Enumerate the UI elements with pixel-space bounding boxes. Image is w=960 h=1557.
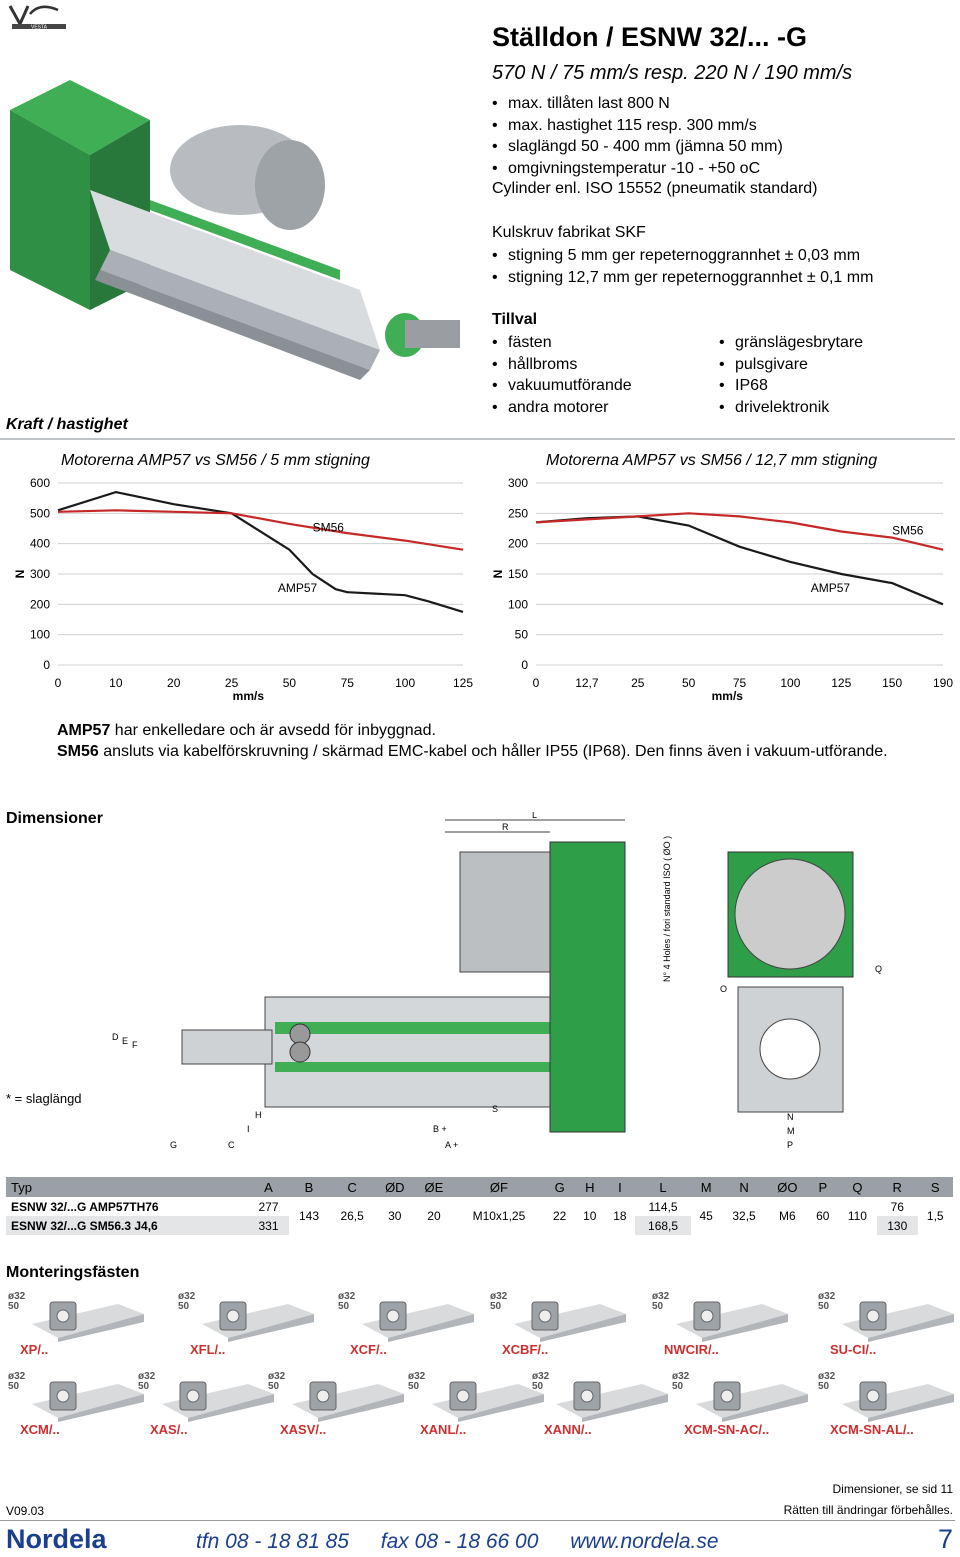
bore-size: ø32 50 <box>268 1371 286 1392</box>
bore-size: ø32 50 <box>138 1371 156 1392</box>
dim-label-A: A + <box>445 1140 459 1150</box>
table-cell: 143 <box>298 1209 320 1223</box>
series-label: SM56 <box>312 520 344 535</box>
dimension-table <box>6 1177 953 1235</box>
bore-size: ø32 50 <box>672 1371 690 1392</box>
monteringsfasten-heading: Monteringsfästen <box>6 1264 140 1281</box>
spec-item: • omgivningstemperatur -10 - +50 oC <box>492 158 783 180</box>
x-axis-label: mm/s <box>232 689 265 703</box>
kraft-heading: Kraft / hastighet <box>6 416 128 433</box>
tillval-item: • pulsgivare <box>719 354 863 376</box>
sm-note-text: ansluts via kabelförskruvning / skärmad EMC-kabel och håller IP55 (IP68). Den finns även i vakuum-utförande. <box>98 743 888 760</box>
col-header: B <box>289 1177 330 1197</box>
table-cell: ESNW 32/...G AMP57TH76 <box>11 1199 159 1214</box>
tillval-item: • gränslägesbrytare <box>719 332 863 354</box>
col-header: R <box>877 1177 918 1197</box>
col-header: H <box>575 1177 605 1197</box>
table-cell: 22 <box>553 1209 567 1223</box>
x-axis-label: mm/s <box>711 689 743 703</box>
chart-title-1: Motorerna AMP57 vs SM56 / 5 mm stigning <box>61 452 370 469</box>
page-number: 7 <box>937 1524 953 1554</box>
mount-code: XCM/.. <box>20 1422 60 1437</box>
mount-xcbf <box>490 1292 640 1362</box>
table-cell: 30 <box>388 1209 402 1223</box>
col-header: ØE <box>415 1177 454 1197</box>
dim-label-D: D <box>112 1032 119 1042</box>
chart-title-2: Motorerna AMP57 vs SM56 / 12,7 mm stigning <box>546 452 878 469</box>
stroke-note: * = slaglängd <box>6 1091 82 1106</box>
x-tick-label: 100 <box>780 676 801 690</box>
x-tick-label: 125 <box>452 676 474 690</box>
bore-size: ø32 50 <box>408 1371 426 1392</box>
table-cell: 76 <box>890 1199 904 1214</box>
x-tick-label: 190 <box>932 676 954 690</box>
col-header: M <box>691 1177 721 1197</box>
kulskruv-item: • stigning 5 mm ger repeternoggrannhet ± 0,03 mm <box>492 245 873 267</box>
col-header: ØD <box>375 1177 415 1197</box>
mount-xp <box>8 1292 158 1362</box>
mount-code: XANL/.. <box>420 1422 467 1437</box>
dim-label-N: N <box>787 1112 794 1122</box>
mount-su-ci <box>818 1292 960 1362</box>
y-tick-label: 200 <box>29 597 50 612</box>
bore-size: ø32 50 <box>178 1291 196 1312</box>
mount-picture <box>838 1374 958 1422</box>
actuator-illustration <box>0 80 480 410</box>
mount-xcf <box>338 1292 488 1362</box>
kulskruv-item: • stigning 12,7 mm ger repeternoggrannhet ± 0,1 mm <box>492 267 873 289</box>
table-cell: 26,5 <box>340 1209 364 1223</box>
y-tick-label: 300 <box>29 567 50 581</box>
y-tick-label: 200 <box>507 536 528 551</box>
bore-size: ø32 50 <box>818 1291 836 1312</box>
svg-text:VESTA: VESTA <box>30 24 48 31</box>
series-line-sm56 <box>536 513 943 549</box>
holes-label: N° 4 Holes / fori standard ISO ( ØO ) <box>662 835 672 982</box>
page-subtitle: 570 N / 75 mm/s resp. 220 N / 190 mm/s <box>492 62 853 84</box>
bore-size: ø32 50 <box>818 1371 836 1392</box>
tillval-heading: Tillval <box>492 311 538 328</box>
x-tick-label: 25 <box>631 676 645 690</box>
col-header: P <box>808 1177 838 1197</box>
fax: fax 08 - 18 66 00 <box>380 1530 539 1553</box>
cylinder-standard: Cylinder enl. ISO 15552 (pneumatik standard) <box>492 180 818 197</box>
bore-size: ø32 50 <box>532 1371 550 1392</box>
y-tick-label: 50 <box>514 627 528 642</box>
contact-line <box>196 1530 745 1554</box>
x-tick-label: 150 <box>882 676 903 690</box>
x-tick-label: 50 <box>282 676 297 690</box>
footer-divider <box>0 1520 955 1521</box>
series-label: SM56 <box>892 523 924 538</box>
col-header: S <box>918 1177 954 1197</box>
x-tick-label: 100 <box>395 676 416 690</box>
bore-size: ø32 50 <box>490 1291 508 1312</box>
x-tick-label: 125 <box>831 676 852 690</box>
table-cell: 10 <box>583 1209 597 1223</box>
tillval-list-1 <box>492 332 632 418</box>
table-cell: 277 <box>258 1199 279 1214</box>
x-tick-label: 50 <box>681 676 696 690</box>
dim-label-O: O <box>720 984 728 994</box>
amp-note-label: AMP57 <box>57 722 111 739</box>
footer-version: V09.03 <box>6 1504 45 1518</box>
col-header: L <box>635 1177 691 1197</box>
x-tick-label: 20 <box>167 676 181 690</box>
y-tick-label: 400 <box>29 536 50 551</box>
table-cell: 45 <box>699 1209 713 1223</box>
dim-label-C: C <box>228 1140 235 1150</box>
mount-picture <box>428 1371 550 1422</box>
table-cell: 110 <box>847 1209 867 1223</box>
mount-picture <box>158 1374 278 1422</box>
dim-label-G: G <box>170 1140 178 1150</box>
amp-note-text: har enkelledare och är avsedd för inbyggnad. <box>110 722 436 739</box>
y-axis-label: N <box>491 569 505 579</box>
mount-code: XCBF/.. <box>502 1342 549 1357</box>
mount-picture <box>198 1294 318 1342</box>
x-tick-label: 12,7 <box>575 676 599 690</box>
vesta-logo <box>6 0 68 32</box>
tillval-item: • drivelektronik <box>719 397 863 419</box>
mount-code: SU-CI/.. <box>830 1342 877 1357</box>
force-speed-chart-12-7mm <box>488 470 955 705</box>
mount-xas <box>138 1372 288 1442</box>
table-cell: 60 <box>816 1209 830 1223</box>
x-tick-label: 10 <box>109 676 123 690</box>
y-axis-label: N <box>13 569 27 579</box>
website-link[interactable]: www.nordela.se <box>570 1530 719 1553</box>
col-header: G <box>545 1177 575 1197</box>
mount-picture <box>552 1374 672 1422</box>
x-tick-label: 75 <box>340 676 354 690</box>
mount-picture <box>692 1374 812 1422</box>
y-tick-label: 0 <box>43 658 50 672</box>
mount-picture <box>288 1374 408 1422</box>
sm-note <box>57 741 917 762</box>
dim-label-E: E <box>122 1036 129 1046</box>
x-tick-label: 0 <box>54 676 62 690</box>
mount-code: XASV/.. <box>280 1422 327 1437</box>
page-title: Ställdon / ESNW 32/... -G <box>492 22 808 52</box>
x-tick-label: 25 <box>224 676 239 690</box>
amp-note <box>57 720 917 741</box>
mount-code: XFL/.. <box>190 1342 226 1357</box>
table-cell: 130 <box>887 1218 908 1233</box>
mount-picture <box>510 1294 630 1342</box>
mount-code: XCM-SN-AC/.. <box>684 1422 770 1437</box>
mount-picture <box>358 1294 478 1342</box>
table-cell: ESNW 32/...G SM56.3 J4,6 <box>11 1218 158 1233</box>
mount-nwcir <box>652 1292 802 1362</box>
dim-label-R: R <box>502 822 509 832</box>
mount-code: XCM-SN-AL/.. <box>830 1422 914 1437</box>
mount-code: NWCIR/.. <box>664 1342 719 1357</box>
y-tick-label: 500 <box>29 506 50 521</box>
table-cell: 168,5 <box>648 1218 679 1233</box>
mount-picture <box>838 1294 958 1342</box>
dim-label-I: I <box>247 1124 250 1134</box>
footer-see-dims: Dimensioner, se sid 11 <box>832 1482 953 1496</box>
tillval-list-2 <box>719 332 863 418</box>
mount-xcm <box>8 1372 158 1442</box>
table-cell: 1,5 <box>926 1209 944 1223</box>
tillval-item: • hållbroms <box>492 354 632 376</box>
mount-code: XP/.. <box>20 1342 49 1357</box>
bore-size: ø32 50 <box>652 1291 670 1312</box>
spec-item: • max. hastighet 115 resp. 300 mm/s <box>492 115 783 137</box>
brand-name: Nordela <box>6 1524 107 1554</box>
tillval-item: • andra motorer <box>492 397 632 419</box>
mount-picture <box>28 1374 148 1422</box>
motor-notes <box>57 720 917 762</box>
spec-item: • slaglängd 50 - 400 mm (jämna 50 mm) <box>492 136 783 158</box>
table-cell: 18 <box>613 1209 627 1223</box>
col-header: ØF <box>453 1177 544 1197</box>
y-tick-label: 0 <box>521 658 528 672</box>
col-header: Typ <box>6 1177 248 1197</box>
y-tick-label: 100 <box>507 597 528 612</box>
mount-picture <box>28 1294 148 1342</box>
dim-label-Q: Q <box>875 964 883 974</box>
mount-xfl <box>178 1292 328 1362</box>
spec-item: • max. tillåten last 800 N <box>492 93 783 115</box>
y-tick-label: 250 <box>507 506 528 521</box>
table-cell: M10x1,25 <box>472 1209 526 1223</box>
dim-label-H: H <box>255 1110 262 1120</box>
dim-label-F: F <box>132 1040 138 1050</box>
y-tick-label: 150 <box>507 567 528 581</box>
dim-label-M: M <box>787 1126 795 1136</box>
dim-label-L: L <box>532 812 538 820</box>
table-header-row <box>6 1177 953 1197</box>
col-header: ØO <box>767 1177 808 1197</box>
table-row <box>6 1197 953 1216</box>
spec-list <box>492 93 783 179</box>
kulskruv-list <box>492 245 873 288</box>
table-cell: 32,5 <box>732 1209 756 1223</box>
bore-size: ø32 50 <box>8 1371 26 1392</box>
kulskruv-heading: Kulskruv fabrikat SKF <box>492 224 646 241</box>
dim-label-B: B + <box>433 1124 447 1134</box>
mount-xasv <box>268 1372 418 1442</box>
col-header: Q <box>838 1177 877 1197</box>
mount-xcm-sn-al <box>818 1372 960 1442</box>
mount-xann <box>532 1372 682 1442</box>
tillval-item: • vakuumutförande <box>492 375 632 397</box>
series-label: AMP57 <box>277 581 318 596</box>
y-tick-label: 600 <box>29 476 50 490</box>
dim-label-S: S <box>492 1104 499 1114</box>
table-cell: 331 <box>258 1218 279 1233</box>
section-divider <box>0 438 955 440</box>
tillval-item: • fästen <box>492 332 632 354</box>
col-header: N <box>721 1177 767 1197</box>
series-line-amp57 <box>536 516 943 604</box>
mount-picture <box>672 1294 792 1342</box>
col-header: A <box>248 1177 289 1197</box>
force-speed-chart-5mm <box>10 470 475 705</box>
tillval-item: • IP68 <box>719 375 863 397</box>
col-header: I <box>605 1177 635 1197</box>
dimension-drawing <box>100 812 890 1157</box>
dimensioner-heading: Dimensioner <box>6 810 103 827</box>
footer-rights: Rätten till ändringar förbehålles. <box>783 1503 953 1517</box>
mount-code: XANN/.. <box>544 1422 592 1437</box>
bore-size: ø32 50 <box>8 1291 26 1312</box>
x-tick-label: 0 <box>532 676 540 690</box>
mount-xcm-sn-ac <box>672 1372 822 1442</box>
sm-note-label: SM56 <box>57 743 99 760</box>
y-tick-label: 100 <box>29 627 50 642</box>
phone: tfn 08 - 18 81 85 <box>196 1530 349 1553</box>
table-cell: M6 <box>778 1209 796 1223</box>
col-header: C <box>329 1177 375 1197</box>
table-cell: 20 <box>427 1209 441 1223</box>
x-tick-label: 75 <box>732 676 747 690</box>
series-label: AMP57 <box>810 581 851 596</box>
y-tick-label: 300 <box>507 476 528 490</box>
table-cell: 114,5 <box>648 1199 678 1214</box>
mount-code: XCF/.. <box>350 1342 387 1357</box>
bore-size: ø32 50 <box>338 1291 356 1312</box>
dim-label-P: P <box>787 1140 794 1150</box>
mount-code: XAS/.. <box>150 1422 188 1437</box>
